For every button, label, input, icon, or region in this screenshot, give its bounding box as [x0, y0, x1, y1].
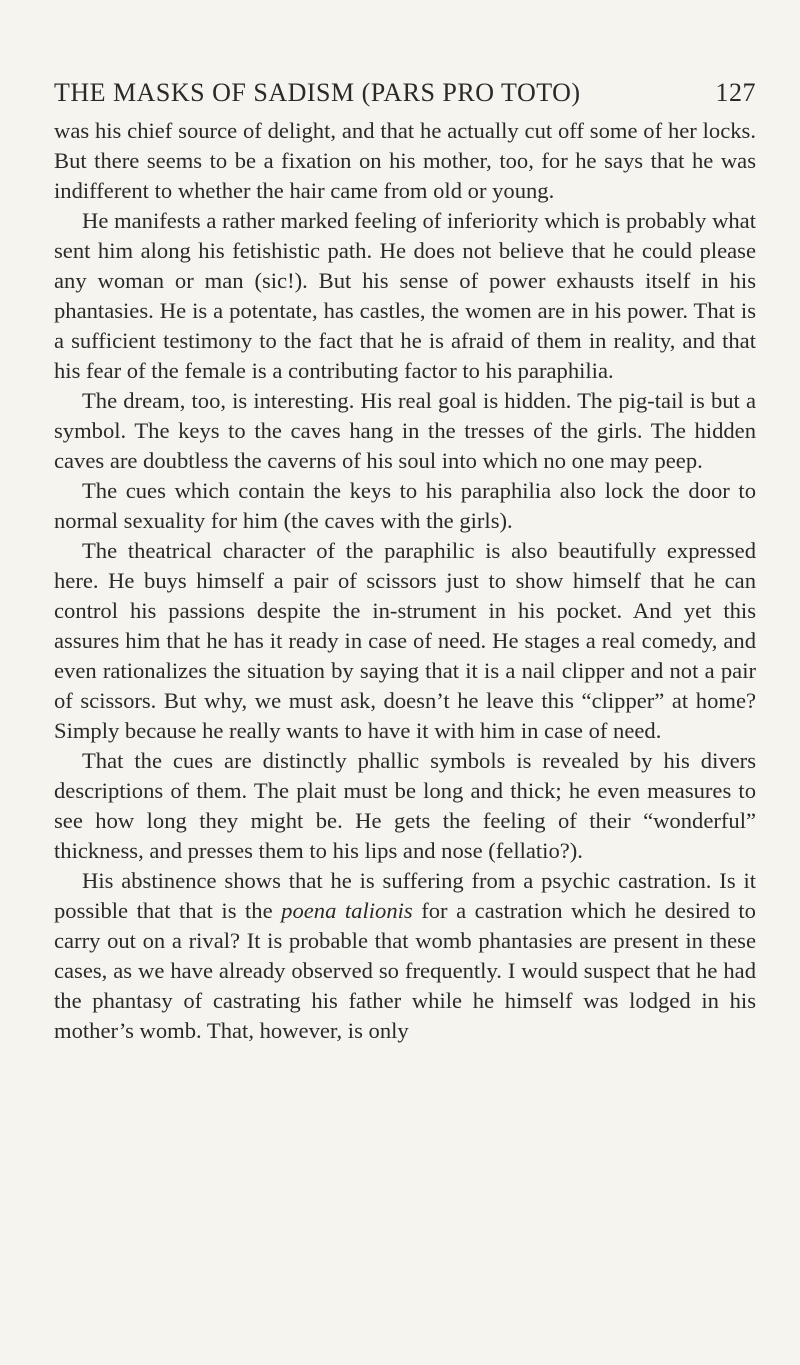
paragraph: The dream, too, is interesting. His real goal is hidden. The pig-tail is but a symbol. The keys to the caves hang in the tresses of the girls. The hidden caves are doubtless the caverns of his soul into which no one may peep. [54, 388, 756, 473]
running-header [54, 78, 756, 108]
paragraph: He manifests a rather marked feeling of inferiority which is probably what sent him along his fetishistic path. He does not believe that he could please any woman or man (sic!). But his sense of power exhausts itself in his phantasies. He is a potentate, has castles, the women are in his power. That is a sufficient testimony to the fact that he is afraid of them in reality, and that his fear of the female is a contributing factor to his paraphilia. [54, 208, 756, 383]
text-run: for a castration which he desired to carry out on a rival? It is probable that womb phantasies are present in these cases, as we have already observed so frequently. I would suspect that he had the phantasy of castrating his father while he himself was lodged in his mother’s womb. That, however, is only [54, 898, 756, 1043]
paragraph [54, 866, 756, 1046]
paragraph: The cues which contain the keys to his paraphilia also lock the door to normal sexuality for him (the caves with the girls). [54, 478, 756, 533]
paragraph: That the cues are distinctly phallic symbols is revealed by his divers descriptions of them. The plait must be long and thick; he even measures to see how long they might be. He gets the feeling of their “wonderful” thickness, and presses them to his lips and nose (fellatio?). [54, 748, 756, 863]
paragraph: The theatrical character of the paraphilic is also beautifully expressed here. He buys himself a pair of scissors just to show himself that he can control his passions despite the in-strument in his pocket. And yet this assures him that he has it ready in case of need. He stages a real comedy, and even rationalizes the situation by saying that it is a nail clipper and not a pair of scissors. But why, we must ask, doesn’t he leave this “clipper” at home? Simply because he really wants to have it with him in case of need. [54, 538, 756, 743]
body-text [54, 116, 756, 1046]
italic-phrase: poena talionis [281, 898, 413, 923]
paragraph: was his chief source of delight, and that he actually cut off some of her locks. But there seems to be a fixation on his mother, too, for he says that he was indifferent to whether the hair came from old or young. [54, 118, 756, 203]
text-run: His abstinence shows that he is suffering from a psychic castration. Is it possible that that is the [54, 868, 756, 923]
page-number: 127 [715, 78, 756, 107]
running-title: THE MASKS OF SADISM (PARS PRO TOTO) [54, 78, 581, 107]
